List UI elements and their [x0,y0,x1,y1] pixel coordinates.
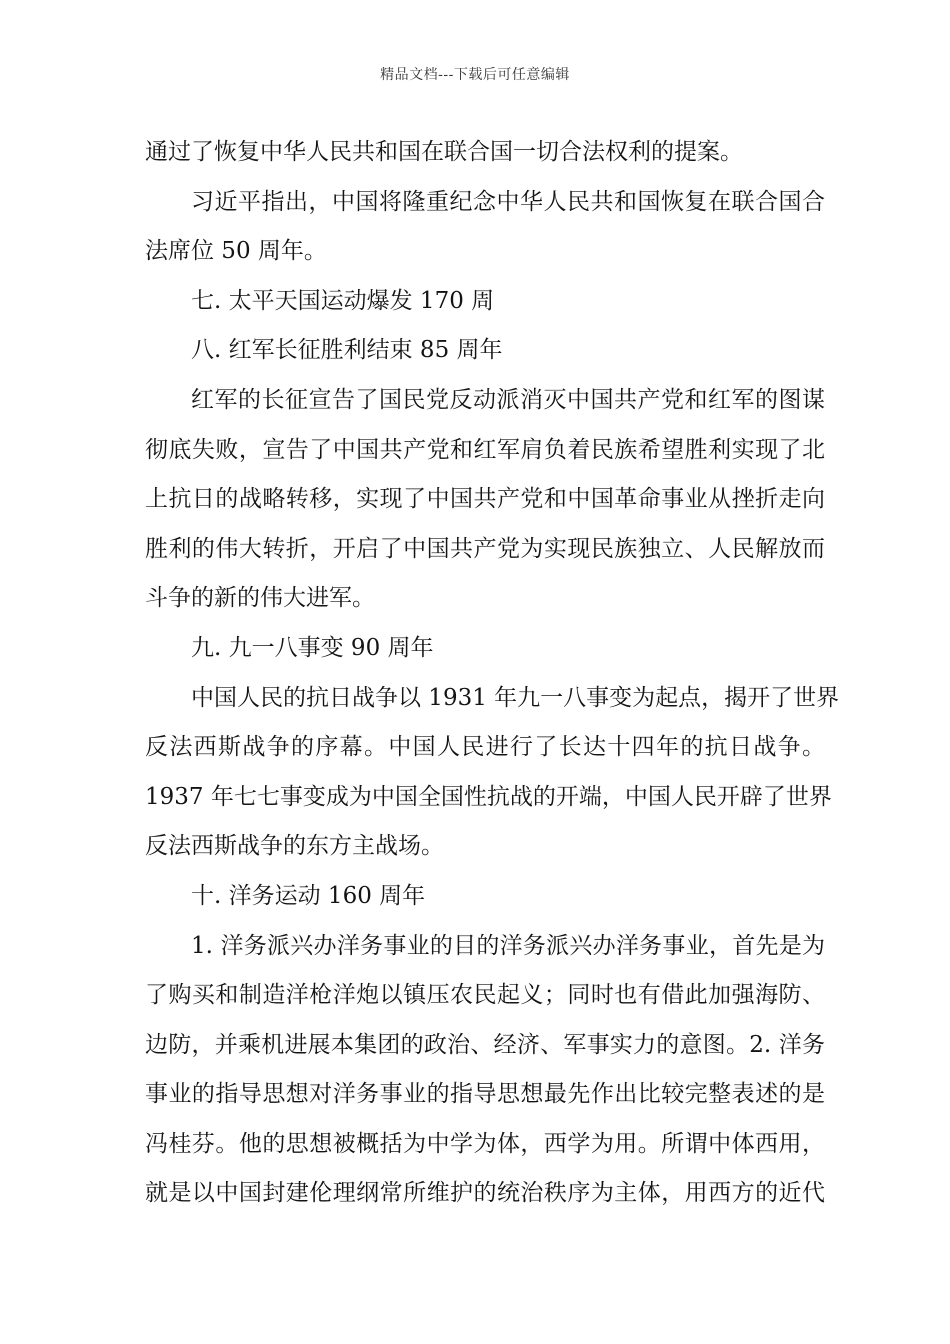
text-line: 胜利的伟大转折，开启了中国共产党为实现民族独立、人民解放而 [145,535,825,562]
document-body [145,128,840,1219]
text-line: 1. 洋务派兴办洋务事业的目的洋务派兴办洋务事业，首先是为 [191,932,825,959]
section-heading: 八. 红军长征胜利结束 85 周年 [191,337,503,364]
text-line: 通过了恢复中华人民共和国在联合国一切合法权利的提案。 [145,139,743,165]
text-line: 1937 年七七事变成为中国全国性抗战的开端，中国人民开辟了世界 [145,783,832,810]
text-line: 上抗日的战略转移，实现了中国共产党和中国革命事业从挫折走向 [145,486,825,513]
text-line: 事业的指导思想对洋务事业的指导思想最先作出比较完整表述的是 [145,1081,825,1108]
text-line: 红军的长征宣告了国民党反动派消灭中国共产党和红军的图谋 [191,386,825,413]
text-line: 了购买和制造洋枪洋炮以镇压农民起义；同时也有借此加强海防、 [145,982,825,1009]
text-line: 法席位 50 周年。 [145,238,327,265]
text-line: 反法西斯战争的序幕。中国人民进行了长达十四年的抗日战争。 [145,734,825,761]
text-line: 斗争的新的伟大进军。 [145,585,375,612]
page-header: 精品文档---下载后可任意编辑 [380,67,570,83]
text-line: 彻底失败，宣告了中国共产党和红军肩负着民族希望胜利实现了北 [145,436,825,463]
section-heading: 七. 太平天国运动爆发 170 周 [191,287,495,314]
text-line: 习近平指出，中国将隆重纪念中华人民共和国恢复在联合国合 [191,188,825,215]
text-line: 边防，并乘机进展本集团的政治、经济、军事实力的意图。2. 洋务 [145,1031,825,1058]
text-line: 反法西斯战争的东方主战场。 [145,833,444,860]
text-line: 冯桂芬。他的思想被概括为中学为体，西学为用。所谓中体西用， [145,1130,825,1157]
text-line: 中国人民的抗日战争以 1931 年九一八事变为起点，揭开了世界 [191,684,840,711]
section-heading: 九. 九一八事变 90 周年 [191,634,434,661]
text-line: 就是以中国封建伦理纲常所维护的统治秩序为主体，用西方的近代 [145,1180,825,1207]
section-heading: 十. 洋务运动 160 周年 [191,882,426,909]
